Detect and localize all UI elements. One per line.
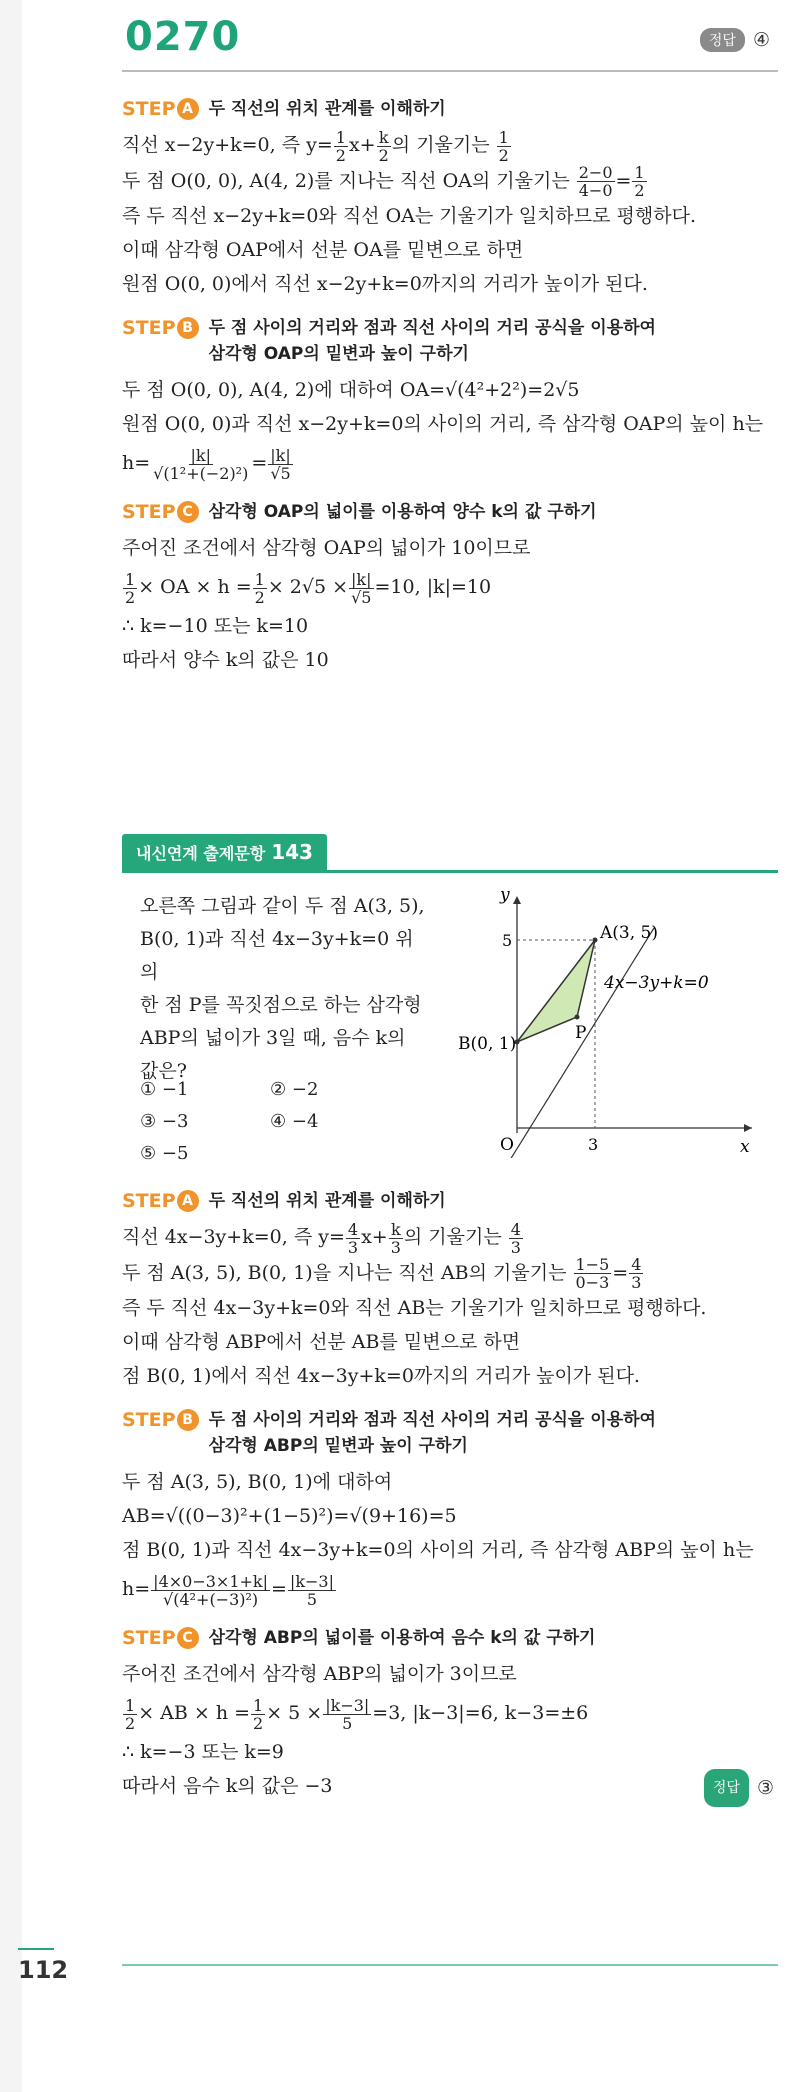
related-problem-box [122, 834, 778, 1164]
page-number: 112 [18, 1956, 69, 1984]
box-rule [122, 870, 778, 873]
label-A: A(3, 5) [600, 923, 658, 943]
choice-2: ② −2 [270, 1079, 319, 1100]
text-line: ∴ k=−3 또는 k=9 [122, 1741, 284, 1763]
text-line: $\frac{1}{2}$ × AB × h = $\frac{1}{2}$ × 5 × $\frac{|k-3|}{5}$ =3, |k−3|=6, k−3=±6 [125, 1695, 589, 1733]
step-c-header: STEP C 삼각형 OAP의 넓이를 이용하여 양수 k의 값 구하기 [122, 501, 597, 523]
step-b-header: STEP B 두 점 사이의 거리와 점과 직선 사이의 거리 공식을 이용하여 삼각형 ABP의 밑변과 높이 구하기 [122, 1409, 656, 1456]
choice-1: ① −1 [140, 1079, 189, 1100]
text-line: 두 점 O(0, 0), A(4, 2)를 지나는 직선 OA의 기울기는 $\frac{2-0}{4-0}$ = $\frac{1}{2}$ [122, 163, 645, 200]
label-B: B(0, 1) [458, 1034, 517, 1054]
x-axis-arrow [744, 1124, 752, 1132]
label-P: P [575, 1023, 587, 1043]
text-line: h= $\frac{|k|}{\text{√(1²+(−2)²)}}$ = $\frac{|k|}{√5}$ [122, 445, 291, 483]
solution-part2 [122, 1180, 778, 1807]
tick-5: 5 [502, 931, 513, 950]
step-a-header: STEP A 두 직선의 위치 관계를 이해하기 [122, 1190, 446, 1212]
text-line: 주어진 조건에서 삼각형 ABP의 넓이가 3이므로 [122, 1663, 517, 1685]
problem-number: 0270 [125, 14, 241, 60]
text-line: 직선 4x−3y+k=0, 즉 y= $\frac{4}{3}$ x+ $\frac{k}{3}$ 의 기울기는 $\frac{4}{3}$ [122, 1219, 521, 1257]
text-line: 즉 두 직선 x−2y+k=0와 직선 OA는 기울기가 일치하므로 평행하다. [122, 205, 696, 227]
text-line: 두 점 O(0, 0), A(4, 2)에 대하여 OA=√(4²+2²)=2√5 [122, 379, 580, 401]
text-line: 원점 O(0, 0)에서 직선 x−2y+k=0까지의 거리가 높이가 된다. [122, 273, 648, 295]
text-line: 직선 x−2y+k=0, 즉 y= $\frac{1}{2}$ x+ $\frac{k}{2}$ 의 기울기는 $\frac{1}{2}$ [122, 127, 509, 165]
step-b-header: STEP B 두 점 사이의 거리와 점과 직선 사이의 거리 공식을 이용하여 삼각형 OAP의 밑변과 높이 구하기 [122, 317, 656, 364]
step-a-header: STEP A 두 직선의 위치 관계를 이해하기 [122, 98, 446, 120]
answer-badge-bottom: 정답 [704, 1769, 749, 1807]
origin-label: O [500, 1135, 514, 1155]
answer-value-bottom: ③ [756, 1777, 774, 1799]
point-P [575, 1015, 580, 1020]
text-line: 주어진 조건에서 삼각형 OAP의 넓이가 10이므로 [122, 537, 531, 559]
text-line: h= $\frac{|4\times 0-3\times 1+k|}{\text{√(4²+(−3)²)}}$ = $\frac{|k-3|}{5}$ [122, 1571, 334, 1609]
x-label: x [740, 1137, 750, 1157]
choice-3: ③ −3 [140, 1111, 189, 1132]
page-number-rule [18, 1948, 54, 1950]
y-label: y [500, 885, 510, 905]
question-text: 오른쪽 그림과 같이 두 점 A(3, 5), B(0, 1)과 직선 4x−3y+k=0 위의 한 점 P를 꼭짓점으로 하는 삼각형 ABP의 넓이가 3일 때, 음수 k의 값은? [140, 895, 425, 1082]
text-line: 이때 삼각형 ABP에서 선분 AB를 밑변으로 하면 [122, 1331, 521, 1353]
label-line: 4x−3y+k=0 [604, 973, 709, 993]
left-margin [0, 0, 22, 2092]
answer-badge: 정답 [700, 28, 745, 52]
related-problem-tab: 내신연계 출제문항 143 [122, 834, 327, 870]
text-line: 점 B(0, 1)과 직선 4x−3y+k=0의 사이의 거리, 즉 삼각형 ABP의 높이 h는 [122, 1539, 754, 1561]
step-c-header: STEP C 삼각형 ABP의 넓이를 이용하여 음수 k의 값 구하기 [122, 1627, 596, 1649]
text-line: AB=√((0−3)²+(1−5)²)=√(9+16)=5 [122, 1505, 457, 1527]
choices [140, 1074, 400, 1170]
step-title: 두 직선의 위치 관계를 이해하기 [208, 99, 446, 119]
y-axis-arrow [513, 896, 521, 904]
text-line: 따라서 음수 k의 값은 −3 정답 ③ [122, 1769, 778, 1807]
text-line: 점 B(0, 1)에서 직선 4x−3y+k=0까지의 거리가 높이가 된다. [122, 1365, 640, 1387]
text-line: 두 점 A(3, 5), B(0, 1)을 지나는 직선 AB의 기울기는 $\frac{1-5}{0-3}$ = $\frac{4}{3}$ [122, 1255, 642, 1292]
text-line: $\frac{1}{2}$ × OA × h = $\frac{1}{2}$ × 2√5 × $\frac{|k|}{√5}$ =10, |k|=10 [125, 569, 492, 607]
text-line: 이때 삼각형 OAP에서 선분 OA를 밑변으로 하면 [122, 239, 524, 261]
tick-3: 3 [588, 1135, 599, 1154]
choice-4: ④ −4 [270, 1111, 319, 1132]
answer-value: ④ [752, 29, 770, 51]
text-line: 따라서 양수 k의 값은 10 [122, 649, 329, 671]
choice-5: ⑤ −5 [140, 1143, 189, 1164]
top-divider [122, 70, 778, 72]
bottom-divider [122, 1964, 778, 1966]
point-A [593, 938, 598, 943]
text-line: 두 점 A(3, 5), B(0, 1)에 대하여 [122, 1471, 393, 1493]
answer-top [700, 28, 770, 52]
text-line: 즉 두 직선 4x−3y+k=0와 직선 AB는 기울기가 일치하므로 평행하다. [122, 1297, 707, 1319]
text-line: ∴ k=−10 또는 k=10 [122, 615, 309, 637]
coordinate-figure [432, 878, 762, 1158]
text-line: 원점 O(0, 0)과 직선 x−2y+k=0의 사이의 거리, 즉 삼각형 OAP의 높이 h는 [122, 413, 764, 435]
solution-part1 [122, 88, 778, 677]
